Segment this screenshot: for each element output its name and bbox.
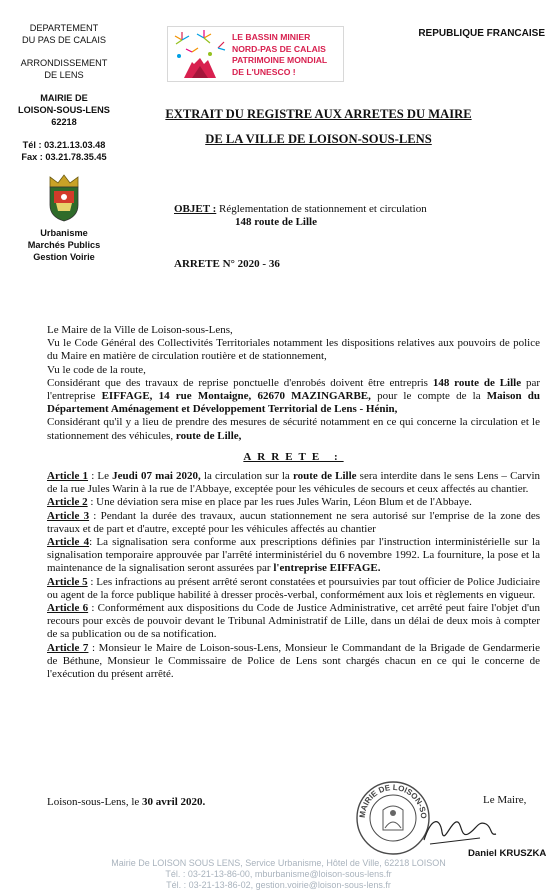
footer-contact-voirie: Tél. : 03-21-13-86-02, gestion.voirie@loison-sous-lens.fr: [166, 880, 391, 890]
considerant-travaux: Considérant que des travaux de reprise ponctuelle d'enrobés doivent être entrepris 148 route de Lille par l'entreprise EIFFAGE, 14 rue Montaigne, 62670 MAZINGARBE, pour le compte de la Maison du Département Aménagement et Développement Territorial de Lens - Hénin,: [47, 376, 541, 416]
arrondissement-label: ARRONDISSEMENT: [20, 58, 108, 68]
vu-cgct: Vu le Code Général des Collectivités Territoriales notamment les dispositions relatives aux pouvoirs de police du Maire en matière de circulation routière et de stationnement,: [47, 337, 540, 363]
mayor-name: Daniel KRUSZKA: [468, 848, 547, 859]
vu-code-route: Vu le code de la route,: [47, 363, 146, 376]
footer: [0, 858, 557, 891]
article-4: Article 4: La signalisation sera conforme aux prescriptions définies par l'instruction interministérielle sur la signalisation temporaire approuvée par l'arrêté interministériel du 6 novembre 1992. La fourniture, la pose et la maintenance de la signalisation seront assurées par l'entreprise EIFFAGE.: [47, 536, 540, 575]
unesco-text: LE BASSIN MINIER NORD-PAS DE CALAIS PATRIMOINE MONDIAL DE L'UNESCO !: [232, 32, 328, 77]
department-label: DEPARTEMENT: [29, 23, 99, 33]
article-3: Article 3 : Pendant la durée des travaux, aucun stationnement ne sera autorisé sur l'emprise de la zone des travaux et de part et d'autre, excepté pour les véhicules affectés au chantier: [47, 509, 540, 535]
mairie-postcode: 62218: [51, 117, 77, 127]
fax: Fax : 03.21.78.35.45: [21, 152, 107, 162]
signature-maire: Le Maire,: [483, 794, 527, 806]
objet-label: OBJET :: [174, 203, 217, 215]
mairie-name: LOISON-SOUS-LENS: [18, 105, 110, 115]
department-name: DU PAS DE CALAIS: [21, 35, 107, 45]
fireworks-icon: [170, 28, 230, 82]
signature-date: Loison-sous-Lens, le 30 avril 2020.: [47, 796, 206, 808]
article-1: Article 1 : Le Jeudi 07 mai 2020, la circulation sur la route de Lille sera interdite dans le sens Lens – Carvin de la rue Jules Warin à la rue de l'Abbaye, exceptée pour les véhicules de secours et ceux affectés au chantier.: [47, 470, 541, 496]
footer-contact-urbanisme: Tél. : 03-21-13-86-00, mburbanisme@loison-sous-lens.fr: [165, 869, 392, 879]
service-urbanisme: Urbanisme: [40, 228, 88, 238]
article-6: Article 6 : Conformément aux dispositions du Code de Justice Administrative, cet arrêté peut faire l'objet d'un recours pour excès de pouvoir devant le Tribunal Administratif de Lille, dans un délai de deux mois à compter de sa publication ou de sa notification.: [47, 602, 540, 641]
telephone: Tél : 03.21.13.03.48: [22, 140, 106, 150]
service-marches: Marchés Publics: [27, 240, 101, 250]
preamble-maire: Le Maire de la Ville de Loison-sous-Lens,: [47, 324, 233, 336]
service-voirie: Gestion Voirie: [33, 252, 95, 262]
arrondissement-name: DE LENS: [44, 70, 84, 80]
document-body: [47, 324, 540, 681]
mairie-label: MAIRIE DE: [40, 93, 88, 103]
footer-address: Mairie De LOISON SOUS LENS, Service Urbanisme, Hôtel de Ville, 62218 LOISON: [111, 858, 446, 868]
document-subtitle: DE LA VILLE DE LOISON-SOUS-LENS: [205, 132, 432, 146]
republique-francaise: REPUBLIQUE FRANCAISE: [418, 28, 545, 39]
arrete-number: ARRETE N° 2020 - 36: [174, 258, 280, 270]
considerant-securite: Considérant qu'il y a lieu de prendre des mesures de sécurité notamment en ce qui concerne la circulation et le stationnement des véhicules, route de Lille,: [47, 416, 540, 442]
article-2: Article 2 : Une déviation sera mise en place par les rues Jules Warin, Léon Blum et de l'Abbaye.: [47, 496, 472, 509]
document-title: EXTRAIT DU REGISTRE AUX ARRETES DU MAIRE: [165, 107, 472, 121]
coat-of-arms: [0, 173, 128, 223]
arrete-heading: ARRETE :: [243, 450, 344, 463]
handwritten-signature: [420, 810, 500, 853]
objet-address: 148 route de Lille: [235, 216, 317, 228]
unesco-logo: [167, 26, 344, 82]
objet-text: Réglementation de stationnement et circulation: [216, 203, 427, 215]
article-7: Article 7 : Monsieur le Maire de Loison-sous-Lens, Monsieur le Commandant de la Brigade de Gendarmerie de Béthune, Monsieur le Commissaire de Police de Lens sont chargés chacun en ce qui le concerne de l'exécution du présent arrêté.: [47, 641, 540, 681]
objet-block: [174, 203, 427, 229]
svg-text:MAIRIE DE LOISON-SOUS-LENS: MAIRIE DE LOISON-SO: [357, 782, 429, 819]
article-5: Article 5 : Les infractions au présent arrêté seront constatées et poursuivies par tout officier de Police Judiciaire ou agent de la force publique habilité à dresser procès-verbal, conformément aux lois et règlements en vigueur.: [47, 575, 541, 601]
